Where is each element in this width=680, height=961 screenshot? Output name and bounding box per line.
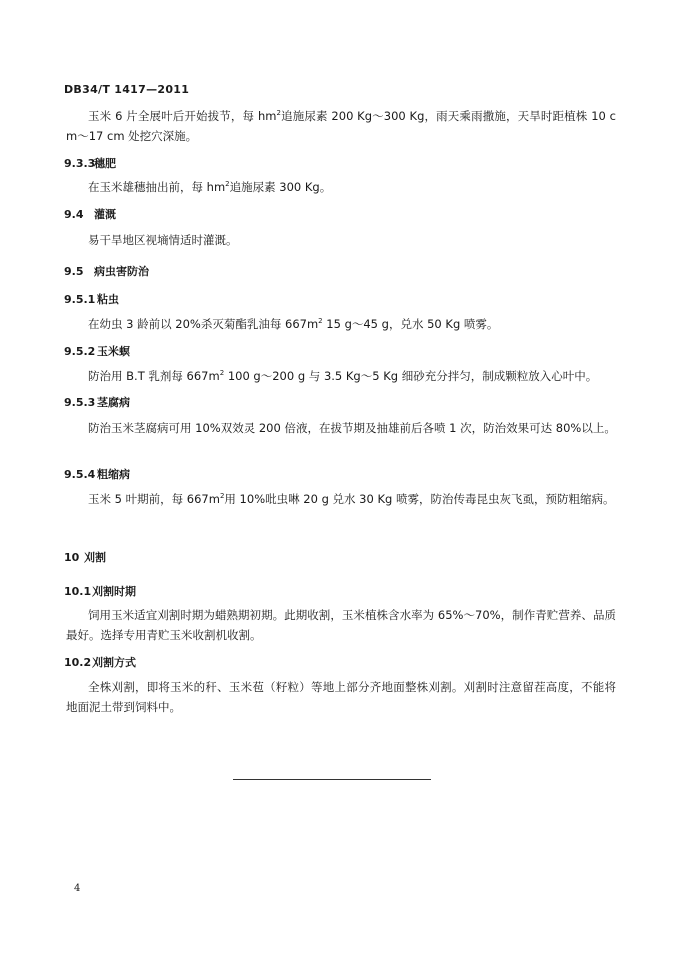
- paragraph-harvest-method: 全株刈割，即将玉米的秆、玉米苞（籽粒）等地上部分齐地面整株刈割。刈割时注意留茬高度，不能将地面泥土带到饲料中。: [66, 680, 616, 714]
- heading-9-5-1: 9.5.1 粘虫: [64, 293, 119, 306]
- paragraph-irrigation: 易干旱地区视墒情适时灌溉。: [88, 233, 238, 247]
- paragraph-rough-dwarf: 玉米 5 叶期前，每 $667m^2$用 10%吡虫啉 20 g 兑水 30 Kg 喷雾，防治传毒昆虫灰飞虱，预防粗缩病。: [88, 492, 615, 506]
- heading-10: 10 刈割: [64, 551, 106, 564]
- heading-10-2: 10.2刈割方式: [64, 656, 136, 669]
- heading-9-5-2: 9.5.2 玉米螟: [64, 345, 130, 358]
- paragraph-armyworm: 在幼虫 3 龄前以 20%杀灭菊酯乳油每 $667m^2$ 15 g～45 g，兑水 50 Kg 喷雾。: [88, 317, 499, 331]
- heading-9-4: 9.4 灌溉: [64, 208, 116, 221]
- end-divider: [233, 779, 431, 780]
- paragraph-jointing-fertilizer: 玉米 6 片全展叶后开始拔节，每 $hm^2$追施尿素 200 Kg～300 Kg，雨天乘雨撒施，天旱时距植株 10 cm～17 cm 处挖穴深施。: [66, 109, 616, 143]
- standard-number: DB34/T 1417—2011: [64, 83, 190, 96]
- heading-10-1: 10.1刈割时期: [64, 585, 136, 598]
- heading-9-5-3: 9.5.3 茎腐病: [64, 396, 130, 409]
- page-number: 4: [74, 883, 81, 894]
- heading-9-3-3: 9.3.3穗肥: [64, 157, 116, 170]
- paragraph-harvest-time: 饲用玉米适宜刈割时期为蜡熟期初期。此期收割，玉米植株含水率为 65%～70%，制作青贮营养、品质最好。选择专用青贮玉米收割机收割。: [66, 608, 616, 642]
- paragraph-corn-borer: 防治用 B.T 乳剂每 $667m^2$ 100 g～200 g 与 3.5 Kg～5 Kg 细砂充分拌匀，制成颗粒放入心叶中。: [88, 369, 598, 383]
- paragraph-stalk-rot: 防治玉米茎腐病可用 10%双效灵 200 倍液，在拔节期及抽雄前后各喷 1 次，防治效果可达 80%以上。: [88, 421, 616, 435]
- paragraph-ear-fertilizer: 在玉米雄穗抽出前，每 $hm^2$追施尿素 300 Kg。: [88, 180, 332, 194]
- heading-9-5: 9.5 病虫害防治: [64, 265, 149, 278]
- heading-9-5-4: 9.5.4 粗缩病: [64, 468, 130, 481]
